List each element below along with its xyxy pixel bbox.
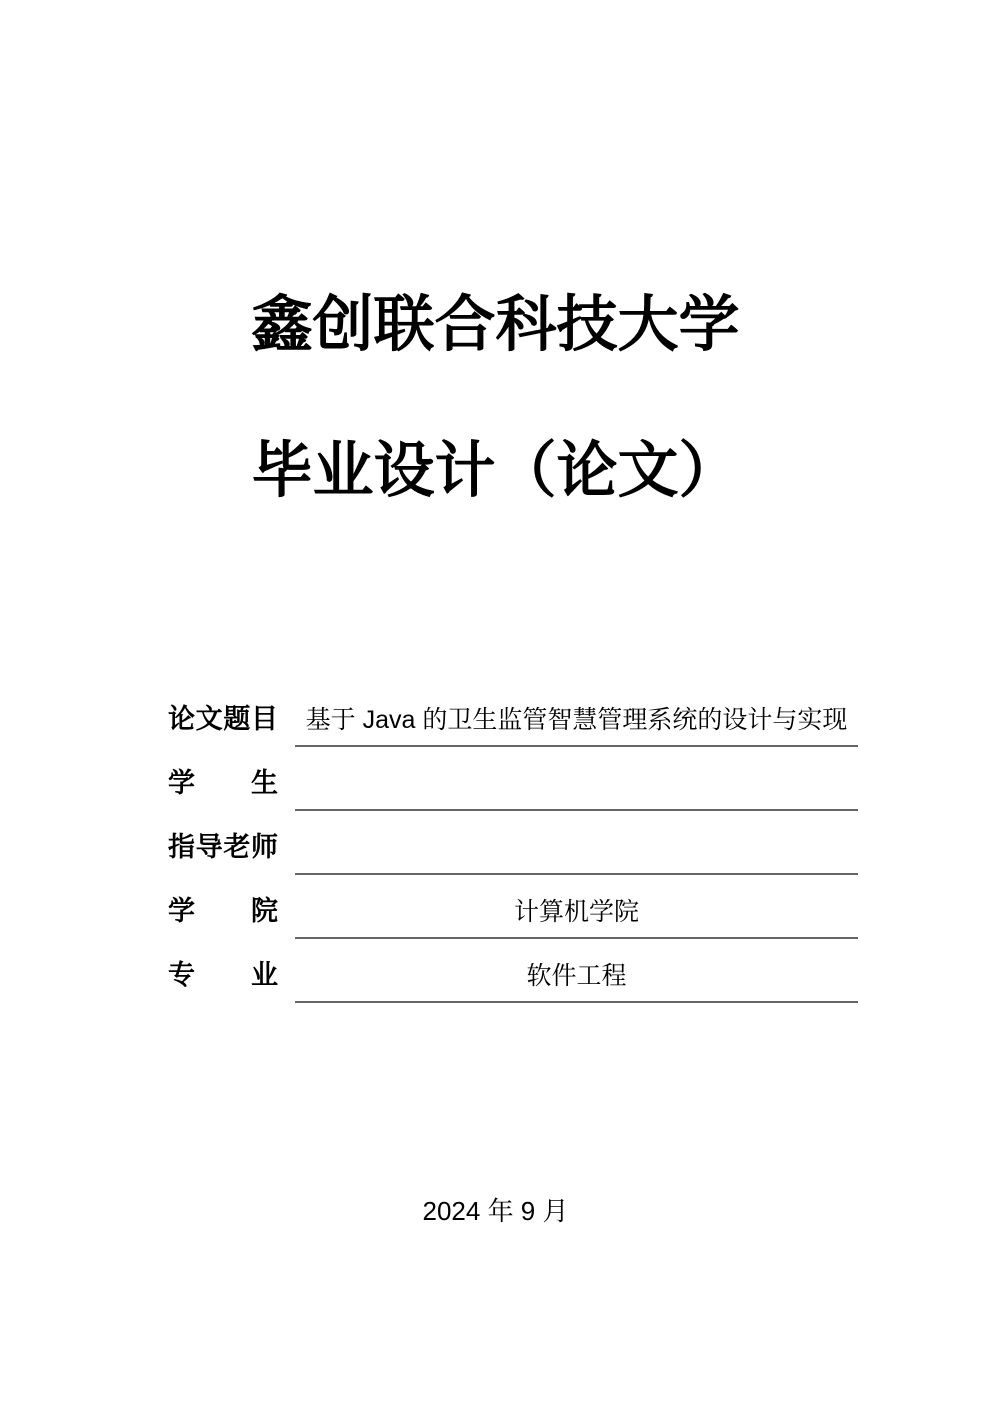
university-title: 鑫创联合科技大学 — [251, 290, 740, 358]
college-field — [295, 875, 858, 939]
form-row-thesis-title — [168, 683, 858, 747]
thesis-title-label: 论文题目 — [168, 704, 278, 735]
advisor-field — [295, 811, 858, 875]
college-label: 学 院 — [168, 896, 278, 927]
student-field — [295, 747, 858, 811]
form-row-major — [168, 939, 858, 1003]
major-field — [295, 939, 858, 1003]
cover-date: 2024 年 9 月 — [422, 1196, 569, 1226]
advisor-label: 指导老师 — [168, 832, 278, 863]
form-row-student — [168, 747, 858, 811]
form-row-advisor — [168, 811, 858, 875]
thesis-title-value: 基于 Java 的卫生监管智慧管理系统的设计与实现 — [305, 705, 848, 734]
document-type-title: 毕业设计（论文） — [251, 436, 740, 504]
major-value: 软件工程 — [526, 961, 627, 990]
thesis-title-field — [295, 683, 858, 747]
student-label: 学 生 — [168, 768, 278, 799]
college-value: 计算机学院 — [513, 897, 639, 926]
form-row-college — [168, 875, 858, 939]
major-label: 专 业 — [168, 960, 278, 991]
cover-form — [168, 683, 858, 1003]
